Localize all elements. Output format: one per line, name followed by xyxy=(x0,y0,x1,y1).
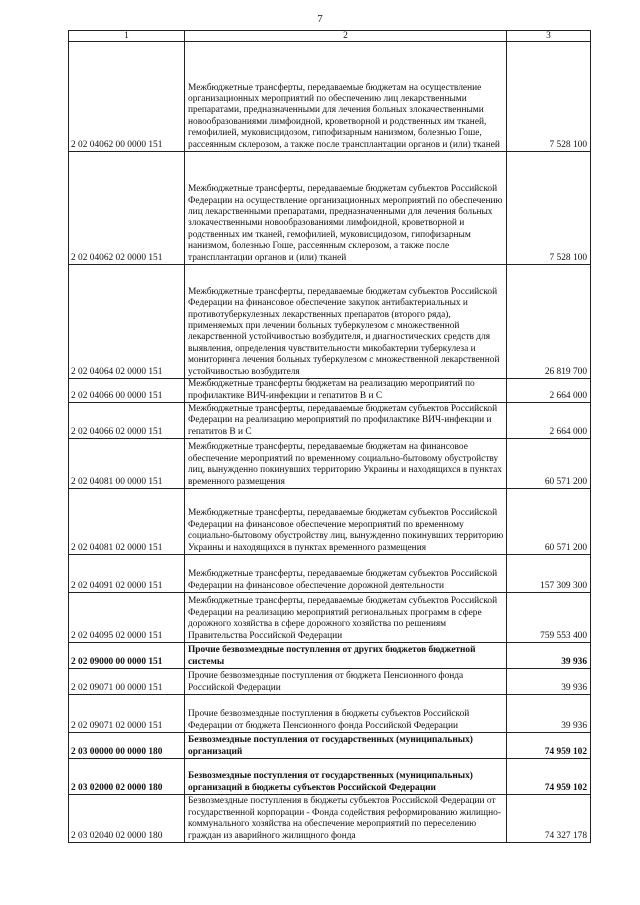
table-row xyxy=(69,759,591,795)
row-amount-cell: 7 528 100 xyxy=(507,152,591,265)
row-code-cell: 2 02 04081 00 0000 151 xyxy=(69,439,185,489)
table-row xyxy=(69,403,591,439)
row-description-cell: Межбюджетные трансферты, передаваемые бюджетам субъектов Российской Федерации на реализацию мероприятий по профилактике ВИЧ-инфекции и гепатитов В и С xyxy=(185,403,507,439)
table-row xyxy=(69,643,591,669)
row-code-cell: 2 03 02040 02 0000 180 xyxy=(69,795,185,843)
row-description-cell: Межбюджетные трансферты, передаваемые бюджетам субъектов Российской Федерации на финансовое обеспечение дорожной деятельности xyxy=(185,555,507,593)
table-row xyxy=(69,42,591,152)
column-header-description: 2 xyxy=(185,31,507,42)
row-code-cell: 2 02 04091 02 0000 151 xyxy=(69,555,185,593)
table-row xyxy=(69,489,591,555)
table-row xyxy=(69,439,591,489)
row-code-cell: 2 02 04081 02 0000 151 xyxy=(69,489,185,555)
row-description-cell: Безвозмездные поступления в бюджеты субъектов Российской Федерации от государственной корпорации - Фонда содействия реформированию жилищно-коммунального хозяйства на обеспечение мероприятий по переселению граждан из аварийного жилищного фонда xyxy=(185,795,507,843)
revenue-table xyxy=(68,30,591,843)
row-amount-cell: 2 664 000 xyxy=(507,403,591,439)
table-row xyxy=(69,152,591,265)
row-description-cell: Прочие безвозмездные поступления от бюджета Пенсионного фонда Российской Федерации xyxy=(185,669,507,695)
row-amount-cell: 74 959 102 xyxy=(507,759,591,795)
row-description-cell: Прочие безвозмездные поступления в бюджеты субъектов Российской Федерации от бюджета Пенсионного фонда Российской Федерации xyxy=(185,695,507,733)
row-description-cell: Межбюджетные трансферты, передаваемые бюджетам на осуществление организационных мероприятий по обеспечению лиц лекарственными препаратами, предназначенными для лечения больных злокачественными новообразованиями лимфоидной, кроветворной и родственных им тканей, гемофилией, муковисцидозом, гипофизарным нанизмом, болезнью Гоше, рассеянным склерозом, а также после трансплантации органов и (или) тканей xyxy=(185,42,507,152)
table-header-row xyxy=(69,31,591,42)
row-code-cell: 2 02 04066 02 0000 151 xyxy=(69,403,185,439)
row-amount-cell: 759 553 400 xyxy=(507,593,591,643)
column-header-amount: 3 xyxy=(507,31,591,42)
row-amount-cell: 26 819 700 xyxy=(507,265,591,379)
row-description-cell: Межбюджетные трансферты, передаваемые бюджетам субъектов Российской Федерации на финансовое обеспечение мероприятий по временному социально-бытовому обустройству лиц, вынужденно покинувших территорию Украины и находящихся в пунктах временного размещения xyxy=(185,489,507,555)
row-code-cell: 2 02 04062 00 0000 151 xyxy=(69,42,185,152)
row-code-cell: 2 02 04095 02 0000 151 xyxy=(69,593,185,643)
row-code-cell: 2 03 00000 00 0000 180 xyxy=(69,733,185,759)
row-code-cell: 2 02 09071 00 0000 151 xyxy=(69,669,185,695)
row-amount-cell: 74 327 178 xyxy=(507,795,591,843)
page-number: 7 xyxy=(317,13,323,25)
row-code-cell: 2 03 02000 02 0000 180 xyxy=(69,759,185,795)
row-amount-cell: 60 571 200 xyxy=(507,439,591,489)
row-description-cell: Прочие безвозмездные поступления от других бюджетов бюджетной системы xyxy=(185,643,507,669)
row-code-cell: 2 02 09071 02 0000 151 xyxy=(69,695,185,733)
table-row xyxy=(69,379,591,403)
table-row xyxy=(69,795,591,843)
table-row xyxy=(69,733,591,759)
row-code-cell: 2 02 04064 02 0000 151 xyxy=(69,265,185,379)
row-code-cell: 2 02 04062 02 0000 151 xyxy=(69,152,185,265)
row-description-cell: Межбюджетные трансферты, передаваемые бюджетам субъектов Российской Федерации на осуществление организационных мероприятий по обеспечению лиц лекарственными препаратами, предназначенными для лечения больных злокачественными новообразованиями лимфоидной, кроветворной и родственных им тканей, гемофилией, муковисцидозом, гипофизарным нанизмом, болезнью Гоше, рассеянным склерозом, а также после трансплантации органов и (или) тканей xyxy=(185,152,507,265)
row-code-cell: 2 02 09000 00 0000 151 xyxy=(69,643,185,669)
table-row xyxy=(69,669,591,695)
row-amount-cell: 39 936 xyxy=(507,669,591,695)
row-amount-cell: 157 309 300 xyxy=(507,555,591,593)
row-amount-cell: 7 528 100 xyxy=(507,42,591,152)
row-amount-cell: 2 664 000 xyxy=(507,379,591,403)
row-code-cell: 2 02 04066 00 0000 151 xyxy=(69,379,185,403)
row-description-cell: Межбюджетные трансферты, передаваемые бюджетам субъектов Российской Федерации на финансовое обеспечение закупок антибактериальных и противотуберкулезных лекарственных препаратов (второго ряда), применяемых при лечении больных туберкулезом с множественной лекарственной устойчивостью возбудителя, и диагностических средств для выявления, определения чувствительности микобактерии туберкулеза и мониторинга лечения больных туберкулезом с множественной лекарственной устойчивостью возбудителя xyxy=(185,265,507,379)
row-description-cell: Межбюджетные трансферты, передаваемые бюджетам на финансовое обеспечение мероприятий по временному социально-бытовому обустройству лиц, вынужденно покинувших территорию Украины и находящихся в пунктах временного размещения xyxy=(185,439,507,489)
row-description-cell: Межбюджетные трансферты бюджетам на реализацию мероприятий по профилактике ВИЧ-инфекции и гепатитов В и С xyxy=(185,379,507,403)
table-row xyxy=(69,555,591,593)
row-amount-cell: 60 571 200 xyxy=(507,489,591,555)
row-description-cell: Безвозмездные поступления от государственных (муниципальных) организаций в бюджеты субъектов Российской Федерации xyxy=(185,759,507,795)
row-amount-cell: 39 936 xyxy=(507,643,591,669)
table-row xyxy=(69,593,591,643)
row-description-cell: Межбюджетные трансферты, передаваемые бюджетам субъектов Российской Федерации на реализацию мероприятий региональных программ в сфере дорожного хозяйства в сфере дорожного хозяйства по решениям Правительства Российской Федерации xyxy=(185,593,507,643)
row-description-cell: Безвозмездные поступления от государственных (муниципальных) организаций xyxy=(185,733,507,759)
table-row xyxy=(69,265,591,379)
table-body xyxy=(69,42,591,843)
row-amount-cell: 74 959 102 xyxy=(507,733,591,759)
table-row xyxy=(69,695,591,733)
column-header-code: 1 xyxy=(69,31,185,42)
row-amount-cell: 39 936 xyxy=(507,695,591,733)
